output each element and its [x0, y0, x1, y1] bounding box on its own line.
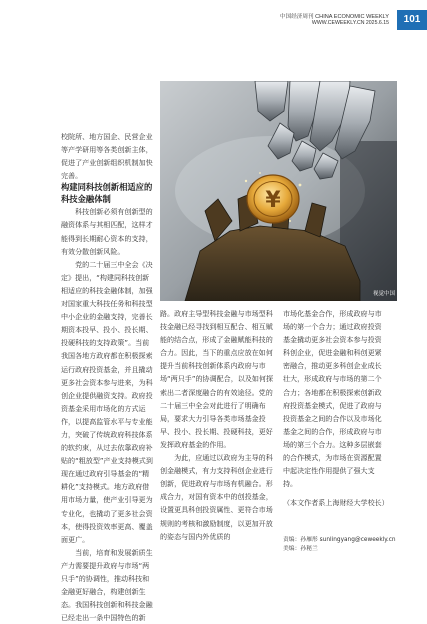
robot-hand-illustration	[160, 81, 397, 301]
page-number: 101	[397, 10, 427, 30]
article-column-middle	[160, 307, 277, 543]
website-date: WWW.CEWEEKLY.CN 2025.6.15	[311, 20, 389, 26]
article-column-left	[61, 130, 154, 624]
article-column-right	[283, 307, 387, 509]
publication-name: 中国经济周刊 CHINA ECONOMIC WEEKLY	[280, 14, 389, 20]
paragraph: 党的二十届三中全会《决定》提出，“构建同科技创新相适应的科技金融体制，加强对国家重大科技任务和科技型中小企业的金融支持，完善长期资本投早、投小、投长期、投硬科技的支持政策”。当前我国各地方政府都在积极探索运行政府投资基金，并且撬动更多社会资本参与进来，为科创企业提供融资支持。政府投资基金采用市场化的方式运作，以提高监管水平与专业能力，突破了传统政府科技体系的软约束，从过去依靠政府补贴的“粗放型”产业支持模式到现在通过政府引导基金的“精耕化”支持模式。地方政府借用市场力量，使产业引导更为专业化，也撬动了更多社会资本，使得投资效率更高、覆盖面更广。	[61, 259, 153, 544]
paragraph: 科技创新必须有创新型的融资体系与其相匹配，这样才能得到长期耐心资本的支持，有效分散创新风险。	[61, 207, 153, 256]
paragraph: 当前，培育和发展新质生产力需要提升政府与市场“两只手”的协调性，推动科技和金融更好融合，构建创新生态。我国科技创新和科技金融已经走出一条中国特色的新	[61, 547, 153, 623]
paragraph: 市场化基金合作，形成政府与市场的第一个合力；通过政府投资基金撬动更多社会资本参与投资科创企业，促进金融和科创更紧密融合，推动更多科创企业成长壮大，形成政府与市场的第二个合力；各地都在积极探索创新政府投资基金模式，促进了政府与投资基金之间的合作以及市场化基金之间的合作，形成政府与市场的第三个合力。这种多层嵌套的合作模式，为市场在资源配置中起决定性作用提供了强大支持。	[283, 309, 382, 489]
yuan-coin-icon	[247, 175, 299, 223]
designer-line: 美编：孙秘兰	[283, 546, 318, 552]
svg-text:¥: ¥	[265, 188, 281, 213]
paragraph: 校院所、地方国企、民营企业等产学研用等各类创新主体，促进了产业创新组织机制加快完善。	[61, 132, 153, 181]
robot-hand-photo	[160, 81, 397, 301]
paragraph: 路。政府主导型科技金融与市场型科技金融已经寻找到相互配合、相互赋能的结合点，形成了金融赋能科技的合力。因此，当下的重点应放在如何提升当前科技创新体系内政府与市场“两只手”的协调配合，以及如何探索出二者深度融合的有效途径。党的二十届三中全会对此进行了明确布局，要求大力引导各类市场基金投早、投小、投长期、投硬科技，更好发挥政府基金的作用。	[160, 309, 274, 449]
photo-credit: 视觉中国	[373, 291, 396, 297]
paragraph: 为此，应通过以政府为主导的科创金融模式，有力支持科创企业进行创新，促进政府与市场有机融合。形成合力，对国有资本中的创投基金，设置更具科创投资属性、更符合市场规则的考核和激励制度，以更加开放的姿态与国内外优质的	[160, 453, 273, 541]
author-note: （本文作者系上海财经大学校长）	[283, 498, 389, 508]
editor-credits	[283, 536, 396, 554]
editor-line: 责编：孙雁彤 sunlingyang@ceweekly.cn	[283, 537, 396, 543]
section-heading: 构建同科技创新相适应的科技金融体制	[61, 182, 153, 204]
